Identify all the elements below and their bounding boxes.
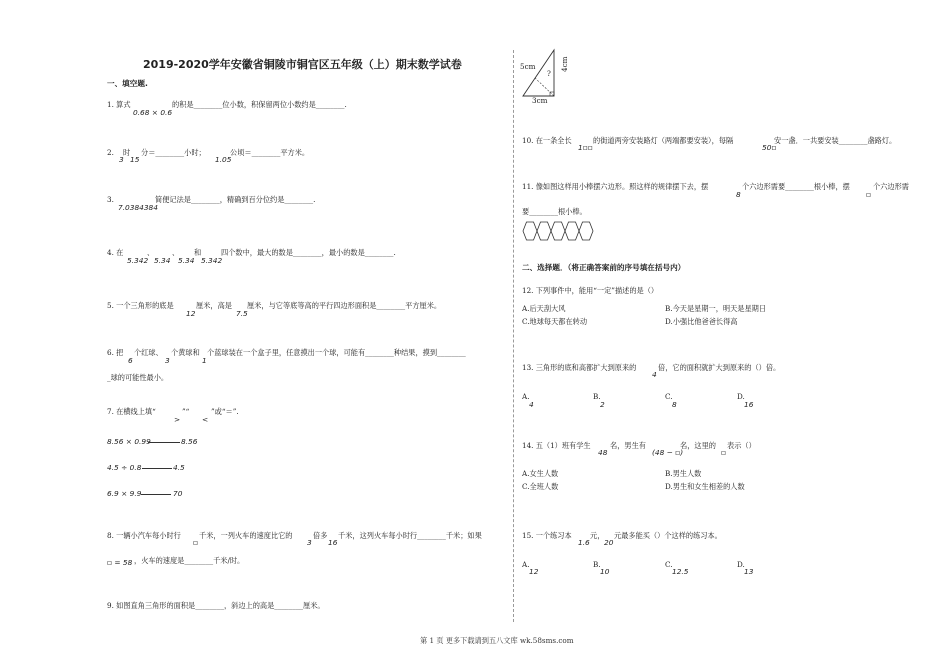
- q13-option-c-value: 8: [672, 400, 677, 409]
- q2-math-2: 15: [130, 155, 140, 164]
- q15-option-b-label: B.: [593, 560, 601, 569]
- q7-row3-blank: [141, 486, 171, 495]
- q4-text-b: 四个数中，最大的数是________，最小的数是________.: [221, 248, 396, 257]
- q3-number: 3.: [107, 195, 114, 204]
- q15-text-1: 元，: [590, 531, 605, 540]
- section-heading-fill-blank: 一、填空题.: [107, 79, 148, 88]
- q6-text-1: 个红球、: [134, 348, 163, 357]
- q4-sep-1: 、: [147, 248, 155, 257]
- figure-label-question: ?: [547, 69, 551, 78]
- q14-math-3: ▫: [721, 448, 727, 457]
- q11-line-2: 要________根小棒。: [522, 207, 587, 216]
- q1-text-a: 1. 算式: [107, 100, 131, 109]
- q15-option-c-value: 12.5: [672, 567, 689, 576]
- q13-option-b-label: B.: [593, 392, 601, 401]
- q14-option-c: C.全班人数: [522, 482, 559, 491]
- figure-label-base: 3cm: [532, 96, 548, 105]
- q8-text-2: 倍多: [313, 531, 328, 540]
- q14-math-1: 48: [598, 448, 608, 457]
- q6-text-3: 个蓝球装在一个盒子里，任意摸出一个球，可能有________种结果，摸到________: [207, 348, 466, 357]
- q8-math-2: 3: [307, 538, 312, 547]
- q1-text-b: 的积是________位小数，积保留两位小数约是________.: [172, 100, 347, 109]
- q8-text-a: 8. 一辆小汽车每小时行: [107, 531, 181, 540]
- q11-text-a: 11. 像如图这样用小棒摆六边形。照这样的规律摆下去，摆: [522, 182, 709, 191]
- q5-math-2: 7.5: [236, 309, 248, 318]
- q7-row3-right: 70: [173, 489, 183, 498]
- q13-option-c-label: C.: [665, 392, 673, 401]
- q2-number: 2.: [107, 148, 114, 157]
- q13-math: 4: [652, 370, 657, 379]
- q4-math-2: 5.34: [154, 256, 171, 265]
- q2-text-2: 分＝________小时；: [141, 148, 206, 157]
- question-1: [107, 100, 131, 109]
- q8-text-3: 千米，这列火车每小时行________千米；如果: [338, 531, 482, 540]
- q14-text-2: 名，这里的: [680, 441, 716, 450]
- q10-text-1: 的街道两旁安装路灯（两端都要安装），每隔: [593, 136, 734, 145]
- q13-option-a-label: A.: [522, 392, 530, 401]
- q4-math-1: 5.342: [127, 256, 149, 265]
- q12-option-b: B.今天是星期一，明天是星期日: [665, 304, 767, 313]
- q2-math-3: 1.05: [215, 155, 232, 164]
- q7-text-1: ”“: [182, 407, 190, 416]
- q6-math-3: 1: [202, 356, 207, 365]
- q4-sep-2: 、: [172, 248, 180, 257]
- q7-row3-left: 6.9 × 9.9: [107, 489, 142, 498]
- q12-stem: 12. 下列事件中，能用“一定”描述的是（）: [522, 286, 659, 295]
- q5-text-2: 厘米，与它等底等高的平行四边形面积是________平方厘米。: [247, 301, 442, 310]
- q6-math-2: 3: [165, 356, 170, 365]
- page-title: 2019-2020学年安徽省铜陵市铜官区五年级（上）期末数学试卷: [143, 58, 462, 71]
- q5-math-1: 12: [186, 309, 196, 318]
- q14-text-3: 表示（）: [727, 441, 756, 450]
- q15-option-a-label: A.: [522, 560, 530, 569]
- q15-math-2: 20: [604, 538, 614, 547]
- q8-math-1: ▫: [193, 538, 199, 547]
- q6-text-2: 个黄球和: [171, 348, 200, 357]
- q10-math-1: 1▫▫: [578, 143, 593, 152]
- q15-text-2: 元最多能买（）个这样的练习本。: [614, 531, 722, 540]
- q11-text-1: 个六边形需要________根小棒，摆: [742, 182, 850, 191]
- q10-text-2: 安一盏．一共要安装________盏路灯。: [774, 136, 897, 145]
- q7-row1-left: 8.56 × 0.99: [107, 437, 151, 446]
- q6-text-a: 6. 把: [107, 348, 124, 357]
- hexagon-chain-figure: [522, 220, 602, 242]
- q13-option-a-value: 4: [529, 400, 534, 409]
- q13-stem-a: 13. 三角形的底和高都扩大到原来的: [522, 363, 637, 372]
- q11-text-2: 个六边形需: [873, 182, 909, 191]
- q14-stem-a: 14. 五（1）班有学生: [522, 441, 591, 450]
- q14-math-2: (48 − ▫): [652, 448, 684, 457]
- q7-text-2: ”或“＝”.: [211, 407, 239, 416]
- q8-text-1: 千米，一列火车的速度比它的: [199, 531, 293, 540]
- q10-text-a: 10. 在一条全长: [522, 136, 572, 145]
- q7-math-lt: <: [202, 415, 209, 424]
- q15-option-d-value: 13: [744, 567, 754, 576]
- q14-option-d: D.男生和女生相差的人数: [665, 482, 745, 491]
- q3-math: 7.0384384: [118, 203, 158, 212]
- q13-option-b-value: 2: [600, 400, 605, 409]
- q11-math-2: ▫: [866, 190, 872, 199]
- q12-option-a: A.后天刮大风: [522, 304, 566, 313]
- q15-stem-a: 15. 一个练习本: [522, 531, 572, 540]
- q2-math-1: 3: [119, 155, 124, 164]
- q7-row2-blank: [142, 460, 172, 469]
- q7-row2-right: 4.5: [173, 463, 185, 472]
- q6-math-1: 6: [128, 356, 133, 365]
- q7-row1-right: 8.56: [181, 437, 198, 446]
- figure-label-height: 4cm: [560, 56, 569, 72]
- q14-text-1: 名，男生有: [610, 441, 646, 450]
- q7-text-a: 7. 在横线上填“: [107, 407, 156, 416]
- q8-math-3: 16: [328, 538, 338, 547]
- q14-option-b: B.男生人数: [665, 469, 702, 478]
- q2-text-1: 时: [123, 148, 131, 157]
- q13-option-d-label: D.: [737, 392, 745, 401]
- q6-line-2: _球的可能性最小。: [107, 373, 169, 382]
- q4-sep-3: 和: [194, 248, 202, 257]
- q12-option-d: D.小强比他爸爸长得高: [665, 317, 738, 326]
- q9-text: 9. 如图直角三角形的面积是________，斜边上的高是________厘米。: [107, 601, 325, 610]
- q7-math-gt: >: [174, 415, 181, 424]
- q7-row1-blank: [148, 434, 180, 443]
- q15-option-c-label: C.: [665, 560, 673, 569]
- q2-text-3: 公顷＝________平方米。: [230, 148, 310, 157]
- q15-option-d-label: D.: [737, 560, 745, 569]
- q4-math-4: 5.342: [201, 256, 223, 265]
- q4-text-a: 4. 在: [107, 248, 124, 257]
- q14-option-a: A.女生人数: [522, 469, 559, 478]
- figure-label-hypotenuse: 5cm: [520, 62, 536, 71]
- q15-option-a-value: 12: [529, 567, 539, 576]
- q13-stem-b: 倍，它的面积就扩大到原来的（）倍。: [658, 363, 781, 372]
- section-heading-choice: 二、选择题．（将正确答案前的序号填在括号内）: [522, 263, 686, 272]
- q12-option-c: C.地球每天都在转动: [522, 317, 588, 326]
- q13-option-d-value: 16: [744, 400, 754, 409]
- q1-math: 0.68 × 0.6: [133, 108, 173, 117]
- column-divider: [513, 50, 514, 622]
- q4-math-3: 5.34: [178, 256, 195, 265]
- q5-text-a: 5. 一个三角形的底是: [107, 301, 174, 310]
- q15-option-b-value: 10: [600, 567, 610, 576]
- q10-math-2: 50▫: [762, 143, 777, 152]
- q15-math-1: 1.6: [578, 538, 590, 547]
- page-footer: 第 1 页 更多下载请到五八文库 wk.58sms.com: [420, 636, 574, 645]
- q3-text: 简便记法是________，精确到百分位约是________.: [155, 195, 316, 204]
- q11-math-1: 8: [736, 190, 741, 199]
- q7-row2-left: 4.5 ÷ 0.8: [107, 463, 142, 472]
- q8-line2-text: ，火车的速度是________千米/时。: [134, 556, 245, 565]
- q5-text-1: 厘米，高是: [196, 301, 232, 310]
- q8-line2-math: ▫ = 58: [107, 558, 133, 567]
